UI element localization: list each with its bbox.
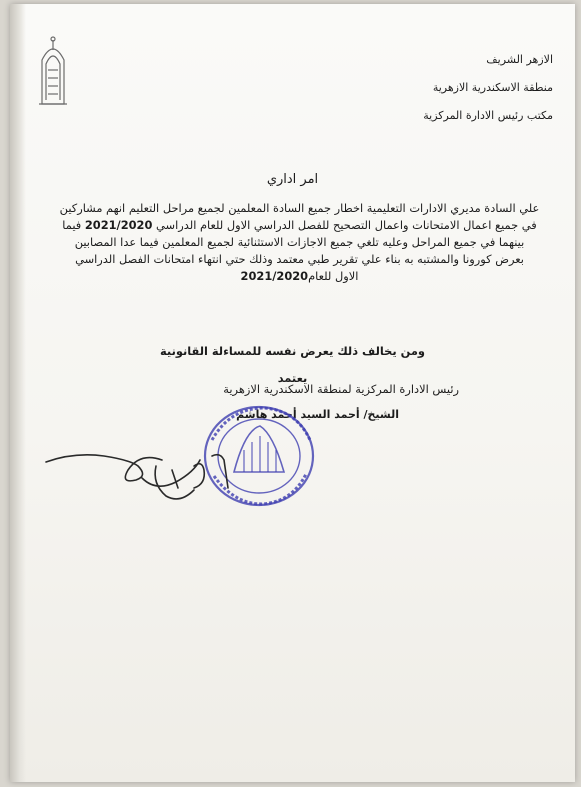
document-body <box>38 200 561 285</box>
academic-year: 2021/2020 <box>84 218 153 232</box>
document-sheet <box>10 4 575 782</box>
academic-year-2: 2021/2020 <box>240 269 309 283</box>
body-line-2-text: في جميع اعمال الامتحانات واعمال التصحيح للفصل الدراسي الاول للعام الدراسي <box>156 218 537 232</box>
header-line-institution: الازهر الشريف <box>486 53 553 66</box>
body-line-3: بينهما في جميع المراحل وعليه تلغي جميع الاجازات الاستثنائية لجميع المعلمين فيما عدا المصابين <box>74 235 525 249</box>
approval-label: يعتمد <box>277 371 308 385</box>
signatory-role: رئيس الادارة المركزية لمنطقة الاسكندرية الازهرية <box>223 382 459 396</box>
letterhead <box>293 46 553 130</box>
header-line-office: مكتب رئيس الادارة المركزية <box>423 109 553 122</box>
body-line-1: علي السادة مديري الادارات التعليمية اخطار جميع السادة المعلمين لجميع مراحل التعليم انهم مشاركين <box>59 201 540 215</box>
al-azhar-logo-icon <box>36 34 70 106</box>
signatory-name: الشيخ/ أحمد السيد أحمد هاشم <box>236 408 399 421</box>
body-line-4: بعرض كورونا والمشتبه به بناء علي تقرير طبي معتمد وذلك حتي انتهاء امتحانات الفصل الدراسي <box>75 252 524 266</box>
header-line-region: منطقة الاسكندرية الازهرية <box>432 81 553 94</box>
body-line-5-text: الاول للعام <box>308 269 359 283</box>
body-line-2-end: فيما <box>62 218 82 232</box>
body-line-2 <box>38 217 561 234</box>
document-title: امر اداري <box>266 172 319 187</box>
signature-icon <box>44 430 264 510</box>
body-line-5 <box>38 268 561 285</box>
page-fold-shadow <box>10 4 26 782</box>
legal-warning: ومن يخالف ذلك يعرض نفسه للمساءلة القانونية <box>160 344 425 358</box>
